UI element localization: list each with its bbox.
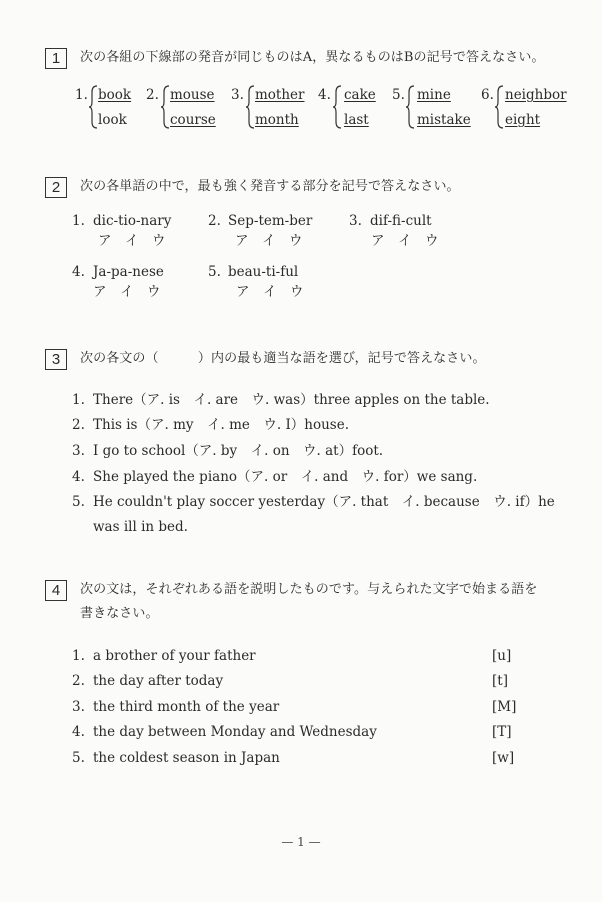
brace-icon (405, 84, 415, 130)
pair-word-1: cake (344, 87, 376, 103)
q3-sentence-continuation: was ill in bed. (93, 519, 188, 535)
q4-initial-letter: [u] (492, 648, 512, 664)
q3-sentence: This is（ア. my イ. me ウ. I）house. (93, 417, 350, 433)
pair-word-1: mouse (170, 87, 215, 103)
question-number-3: 3 (45, 349, 67, 370)
q4-instruction-line-1: 次の文は，それぞれある語を説明したものです。与えられた文字で始まる語を (80, 582, 538, 597)
q4-initial-letter: [T] (492, 724, 512, 740)
q4-item-number: 2. (72, 673, 85, 689)
q4-definition: the coldest season in Japan (93, 750, 280, 766)
pair-number: 4. (318, 87, 331, 103)
question-number-2: 2 (45, 177, 67, 198)
q1-instruction: 次の各組の下線部の発音が同じものはA，異なるものはBの記号で答えなさい。 (80, 50, 545, 65)
pair-number: 5. (392, 87, 405, 103)
q4-item-number: 3. (72, 699, 85, 715)
q2-word: Sep-tem-ber (228, 213, 313, 229)
q3-item-number: 1. (72, 392, 85, 408)
q2-kana: ア イ ウ (93, 284, 161, 300)
pair-word-1: mother (255, 87, 305, 103)
q3-sentence: I go to school（ア. by イ. on ウ. at）foot. (93, 443, 384, 459)
pair-word-2: last (344, 112, 369, 128)
q4-initial-letter: [M] (492, 699, 517, 715)
q3-instruction: 次の各文の（ ）内の最も適当な語を選び，記号で答えなさい。 (80, 351, 486, 366)
pair-word-2: look (98, 112, 127, 128)
pair-word-2: eight (505, 112, 541, 128)
q3-item-number: 3. (72, 443, 85, 459)
q2-item-number: 3. (349, 213, 362, 229)
q2-item-number: 4. (72, 264, 85, 280)
brace-icon (88, 84, 98, 130)
brace-icon (332, 84, 342, 130)
q4-initial-letter: [t] (492, 673, 508, 689)
q2-item-number: 2. (208, 213, 221, 229)
page-number: — 1 — (281, 835, 321, 849)
q2-item-number: 1. (72, 213, 85, 229)
question-number-1: 1 (45, 48, 67, 69)
q3-sentence: She played the piano（ア. or イ. and ウ. for）we sang. (93, 469, 478, 485)
q2-kana: ア イ ウ (236, 284, 304, 300)
q3-item-number: 4. (72, 469, 85, 485)
pair-word-1: book (98, 87, 132, 103)
q4-item-number: 4. (72, 724, 85, 740)
q2-word: Ja-pa-nese (93, 264, 164, 280)
q4-initial-letter: [w] (492, 750, 515, 766)
q2-instruction: 次の各単語の中で，最も強く発音する部分を記号で答えなさい。 (80, 179, 460, 194)
question-number-4: 4 (45, 580, 67, 601)
brace-icon (245, 84, 255, 130)
pair-number: 1. (75, 87, 88, 103)
pair-number: 3. (231, 87, 244, 103)
q4-instruction-line-2: 書きなさい。 (80, 606, 159, 621)
q4-definition: a brother of your father (93, 648, 256, 664)
q4-definition: the day after today (93, 673, 224, 689)
brace-icon (494, 84, 504, 130)
q3-sentence: He couldn't play soccer yesterday（ア. that イ. because ウ. if）he (93, 494, 555, 510)
q4-definition: the third month of the year (93, 699, 280, 715)
pair-word-2: mistake (417, 112, 471, 128)
q2-word: dif-fi-cult (370, 213, 432, 229)
q2-word: dic-tio-nary (93, 213, 172, 229)
q3-item-number: 5. (72, 494, 85, 510)
q2-item-number: 5. (208, 264, 221, 280)
q4-item-number: 5. (72, 750, 85, 766)
pair-word-1: neighbor (505, 87, 567, 103)
pair-number: 6. (481, 87, 494, 103)
pair-word-2: month (255, 112, 299, 128)
pair-word-1: mine (417, 87, 451, 103)
pair-number: 2. (146, 87, 159, 103)
q3-item-number: 2. (72, 417, 85, 433)
q2-word: beau-ti-ful (228, 264, 299, 280)
q2-kana: ア イ ウ (235, 233, 303, 249)
q2-kana: ア イ ウ (371, 233, 439, 249)
q2-kana: ア イ ウ (98, 233, 166, 249)
q3-sentence: There（ア. is イ. are ウ. was）three apples on the table. (93, 392, 490, 408)
brace-icon (160, 84, 170, 130)
q4-definition: the day between Monday and Wednesday (93, 724, 377, 740)
pair-word-2: course (170, 112, 216, 128)
q4-item-number: 1. (72, 648, 85, 664)
